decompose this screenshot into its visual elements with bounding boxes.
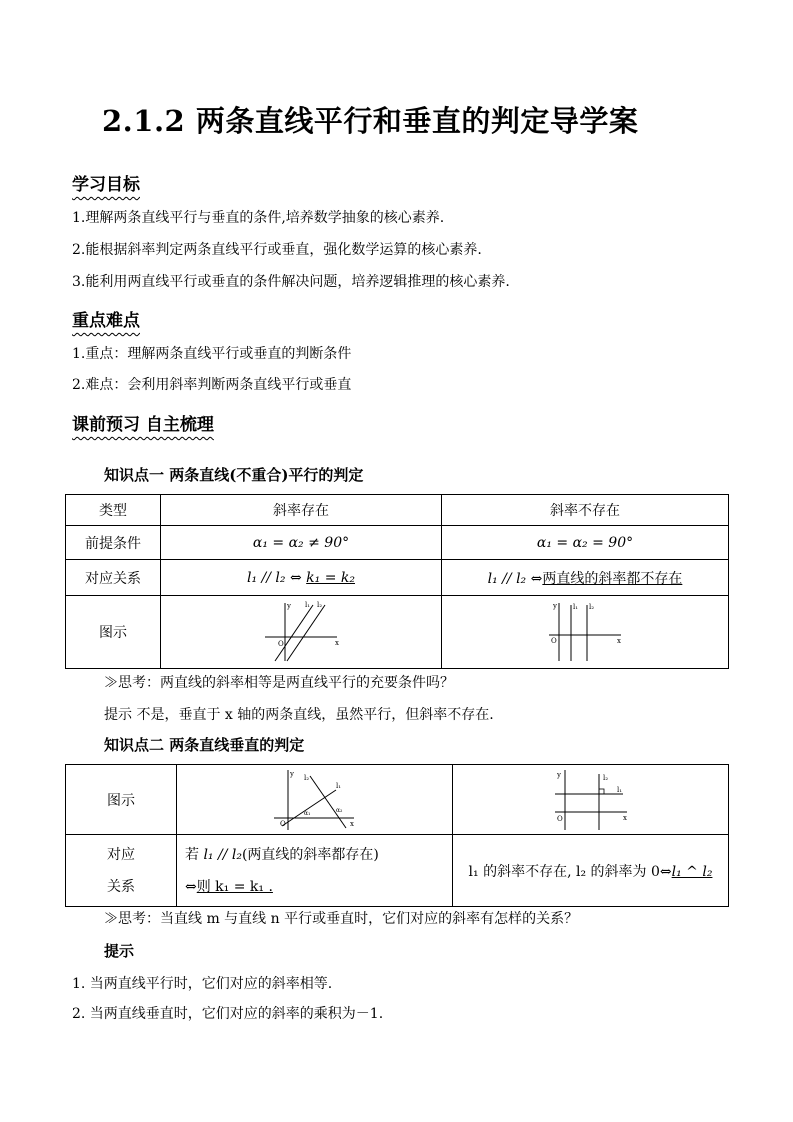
relation-exists-right: k₁ = k₂ [306, 569, 355, 586]
figure-parallel-vertical-cell [442, 596, 729, 669]
relation-exists-left: l₁ // l₂ ⇔ [247, 569, 307, 586]
relation-not-left: l₁ // l₂ ⇔ [487, 570, 543, 587]
perpendicular-slanted-figure [270, 768, 360, 832]
parallel-slanted-figure [261, 599, 341, 665]
fig-y-label: y [556, 770, 561, 779]
relation-slanted-pre: 若 [185, 846, 204, 863]
col-type: 类型 [66, 495, 161, 526]
parallel-table [65, 494, 729, 669]
fig-x-label: x [335, 639, 339, 647]
row-relation-line2: 关系 [107, 878, 135, 895]
row-relation-line1: 对应 [107, 846, 135, 863]
relation-axis-result: l₁ ^ l₂ [671, 863, 713, 880]
figure-parallel-slanted-cell [161, 596, 442, 669]
fig-l2-label: l₂ [303, 773, 309, 782]
fig-origin-label: O [556, 814, 563, 823]
relation-slanted-line1 [185, 839, 452, 871]
fig-l1-label: l₁ [573, 603, 579, 611]
goal-item: 1.理解两条直线平行与垂直的条件,培养数学抽象的核心素养. [72, 210, 445, 226]
row-relation: 对应关系 [66, 560, 161, 596]
row-figure: 图示 [66, 765, 177, 835]
fig-x-label: x [349, 819, 354, 828]
relation-axis [453, 835, 729, 907]
relation-slanted-post: (两直线的斜率都存在) [241, 846, 379, 863]
relation-slanted-result: 则 k₁ = k₁ . [196, 878, 273, 895]
key-item: 2.难点：会利用斜率判断两条直线平行或垂直 [72, 377, 352, 393]
premise-exists: α₁ = α₂ ≠ 90° [161, 526, 442, 560]
row-figure: 图示 [66, 596, 161, 669]
relation-slanted [177, 835, 453, 907]
kp1-think: ≫思考：两直线的斜率相等是两直线平行的充要条件吗？ [104, 675, 454, 691]
kp1-heading: 知识点一 两条直线(不重合)平行的判定 [104, 466, 364, 484]
fig-l1-label: l₁ [616, 785, 622, 794]
fig-x-label: x [622, 813, 627, 822]
fig-l2-label: l₂ [317, 601, 323, 609]
fig-origin-label: O [278, 640, 284, 648]
relation-exists [161, 560, 442, 596]
fig-l2-label: l₂ [589, 603, 595, 611]
key-heading: 重点难点 [72, 311, 140, 331]
relation-slanted-math: l₁ // l₂ [203, 846, 242, 863]
row-premise: 前提条件 [66, 526, 161, 560]
kp1-hint: 提示 不是，垂直于 x 轴的两条直线，虽然平行，但斜率不存在. [104, 707, 494, 723]
fig-y-label: y [289, 769, 294, 778]
fig-l2-label: l₂ [602, 773, 608, 782]
fig-alpha1-label: α₁ [303, 809, 310, 817]
relation-not-exists [442, 560, 729, 596]
kp2-hint-item: 2. 当两直线垂直时，它们对应的斜率的乘积为－1. [72, 1006, 384, 1022]
fig-x-label: x [617, 637, 621, 645]
row-relation [66, 835, 177, 907]
kp2-think: ≫思考：当直线 m 与直线 n 平行或垂直时，它们对应的斜率有怎样的关系？ [104, 911, 579, 927]
figure-perp-slanted-cell [177, 765, 453, 835]
relation-slanted-line2 [185, 871, 452, 903]
kp2-hint-item: 1. 当两直线平行时，它们对应的斜率相等. [72, 976, 333, 992]
fig-origin-label: O [279, 819, 286, 828]
relation-slanted-iff: ⇔ [185, 878, 197, 895]
perpendicular-table [65, 764, 729, 907]
col-slope-not-exists: 斜率不存在 [442, 495, 729, 526]
goal-item: 3.能利用两直线平行或垂直的条件解决问题，培养逻辑推理的核心素养. [72, 274, 510, 290]
figure-perp-axis-cell [453, 765, 729, 835]
relation-not-right: 两直线的斜率都不存在 [542, 570, 683, 587]
perpendicular-axis-figure [551, 768, 631, 832]
col-slope-exists: 斜率存在 [161, 495, 442, 526]
fig-y-label: y [287, 602, 291, 610]
key-item: 1.重点：理解两条直线平行或垂直的判断条件 [72, 346, 352, 362]
premise-not-exists: α₁ = α₂ = 90° [442, 526, 729, 560]
goal-item: 2.能根据斜率判定两条直线平行或垂直，强化数学运算的核心素养. [72, 242, 482, 258]
fig-l1-label: l₁ [335, 781, 341, 790]
kp2-heading: 知识点二 两条直线垂直的判定 [104, 736, 305, 754]
page-title: 2.1.2 两条直线平行和垂直的判定导学案 [102, 104, 639, 138]
kp2-hint-label: 提示 [104, 942, 135, 960]
relation-axis-text: l₁ 的斜率不存在, l₂ 的斜率为 0⇔ [468, 863, 672, 880]
fig-y-label: y [553, 602, 557, 610]
parallel-vertical-figure [545, 599, 625, 665]
preview-heading: 课前预习 自主梳理 [72, 415, 214, 435]
fig-alpha2-label: α₂ [335, 806, 342, 814]
goals-heading: 学习目标 [72, 175, 140, 195]
fig-origin-label: O [551, 637, 557, 645]
fig-l1-label: l₁ [305, 601, 311, 609]
